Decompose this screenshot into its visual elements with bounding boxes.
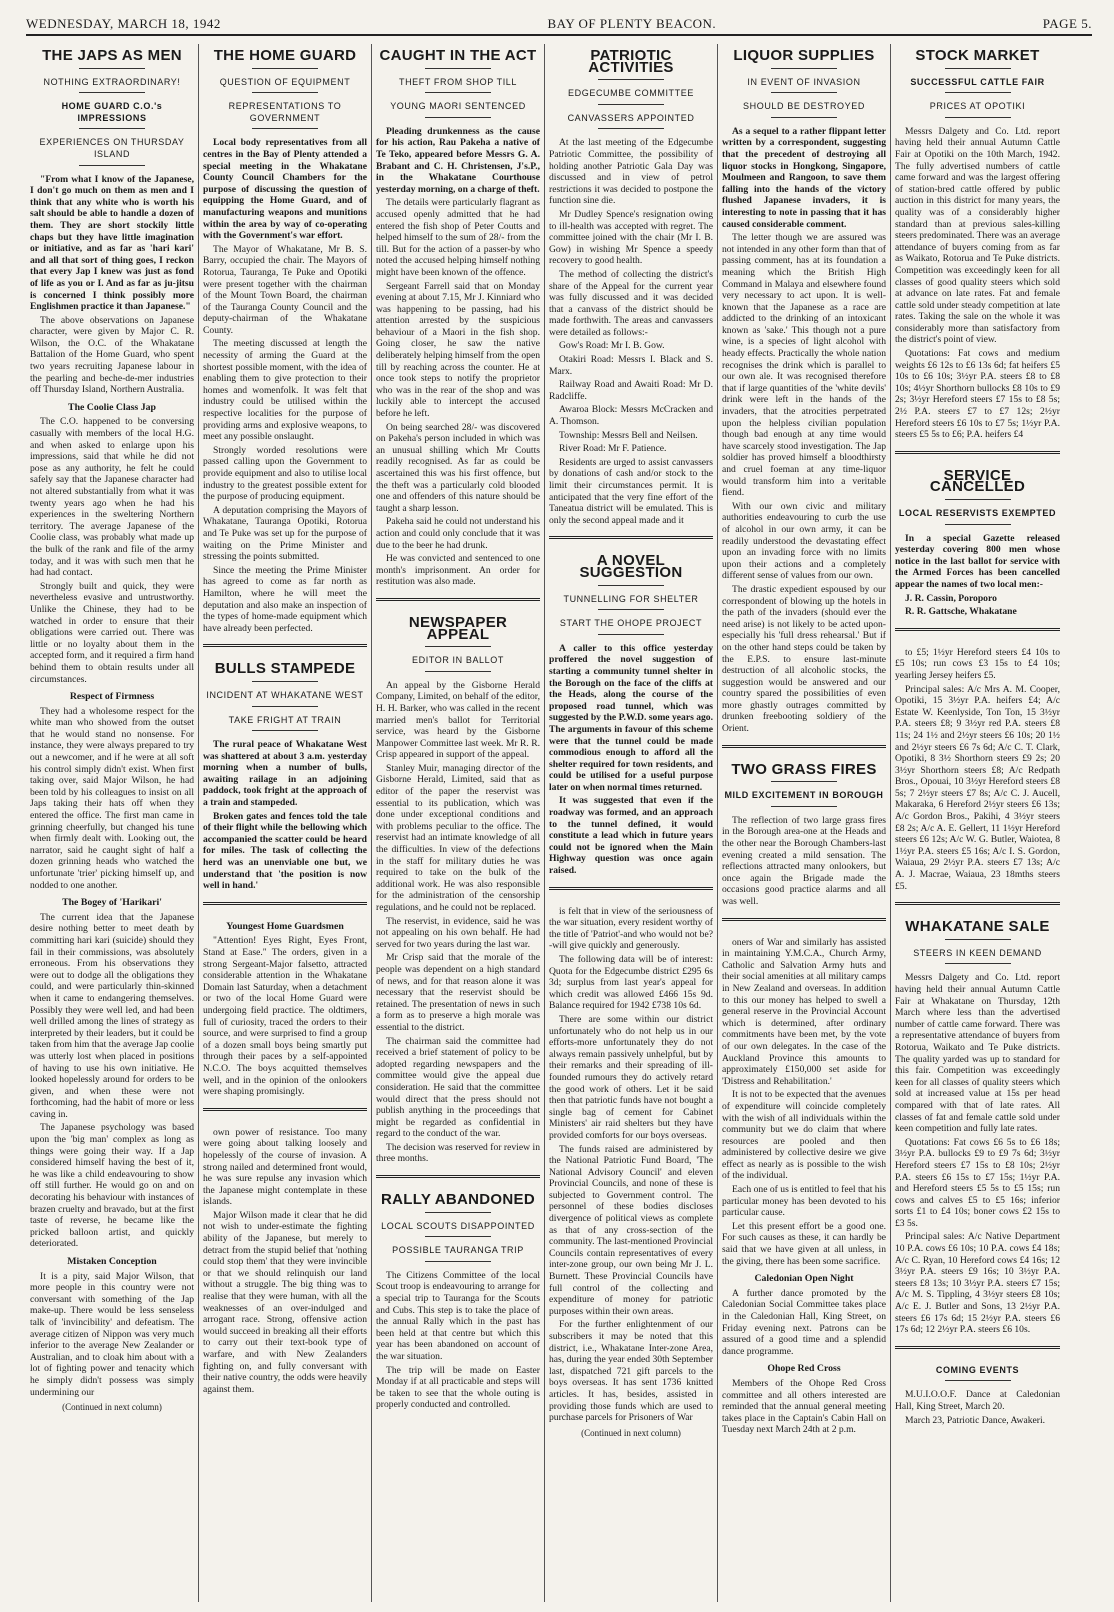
paragraph: The C.O. happened to be conversing casually with members of the local H.G. and when asked to enlarge upon his impressions, said that while he did not pose as any authority, he felt he could safely say that the Japanese character had not altered substantially from what it was twenty years ago when he had his experiences in the sweltering Northern territory. The average Japanese of the Coolie class, was probably what made up the bulk of the rank and file of the army today, and it was with such men that he had had contact. <box>30 416 194 579</box>
paragraph: The details were particularly flagrant as accused openly admitted that he had entered the fish shop of Peter Coutts and helped himself to the sum of 28/- from the till. But for the action of a passer-by who noted the accused helping himself nothing might have been known of the offence. <box>376 197 540 278</box>
lead-paragraph: Pleading drunkenness as the cause for his action, Rau Pakeha a native of Te Teko, appeared before Messrs G. A. Brabant and C. H. Christensen, J's.P., in the Whakatane Courthouse yesterday morning, on a charge of theft. <box>376 125 540 195</box>
divider <box>376 598 540 607</box>
subhead: SHOULD BE DESTROYED <box>743 101 865 112</box>
divider <box>895 902 1060 911</box>
paragraph: An appeal by the Gisborne Herald Company, Limited, on behalf of the editor, H. H. Barker, who was called in the recent married men's ballot for Territorial service, was heard by the Gisborne Manpower Committee last week. Mr R. R. Crisp appeared in support of the appeal. <box>376 679 540 761</box>
rule <box>945 939 1011 940</box>
subhead: TAKE FRIGHT AT TRAIN <box>228 714 342 725</box>
paragraph: The current idea that the Japanese desire nothing better to meet death by committing hari kari (suicide) should they fail in their commissions, was absolutely erroneous. From his observations they were out to dodge all the obligations they could, and were particularly thin-skinned when it came to endangering themselves. Possibly they were well led, and had been well drilled among the lines of strategy as interpreted by their leaders, but it could be taken from him that the average Jap coolie was utterly lost when placed in positions of having to use his own initiative. He looked hopelessly around for orders to be given, and when these were not forthcoming, had the habit of more or less caving in. <box>30 911 194 1120</box>
subhead: EDGECUMBE COMMITTEE <box>568 88 694 99</box>
subhead: LOCAL RESERVISTS EXEMPTED <box>898 508 1057 518</box>
headline-rally-abandoned: RALLY ABANDONED <box>381 1191 535 1209</box>
divider <box>376 1175 540 1184</box>
subhead: PRICES AT OPOTIKI <box>929 101 1026 112</box>
rule <box>598 128 664 129</box>
paragraph: Pakeha said he could not understand his action and could only conclude that it was due to the beer he had drunk. <box>376 516 540 551</box>
divider <box>203 644 367 653</box>
column-2 <box>199 44 372 1602</box>
reservist-name: R. R. Gattsche, Whakatane <box>905 606 1017 618</box>
rule <box>771 806 837 807</box>
divider <box>722 745 886 754</box>
paragraph: Quotations: Fat cows and medium weights £6 12s to £6 13s 6d; fat heifers £5 10s to £6 10s; 3½yr P.A. steers £8 to £8 10s; 4½yr Shorthorn bullocks £8 10s to £9 2s; 3½yr Hereford steers £7 15s to £8 5s; 2½ P.A. steers £7 to £7 12s; 2½yr Hereford steers £6 10s to £7 5s; 1½yr P.A. steers £5 5s to £6; P.A. heifers £4 <box>895 348 1060 441</box>
column-6 <box>891 44 1064 1602</box>
column-4 <box>545 44 718 1602</box>
subhead: HOME GUARD C.O.'s IMPRESSIONS <box>61 101 163 123</box>
rule <box>945 524 1011 525</box>
paragraph: Railway Road and Awaiti Road: Mr D. Radcliffe. <box>549 379 713 402</box>
paragraph: The chairman said the committee had received a brief statement of policy to be adopted regarding newspapers and the committee would give the appeal due consideration. He said that the committee would direct that the press should not publish anything in the proceedings that might be regarded as confidential in regard to the conduct of the war. <box>376 1035 540 1140</box>
headline-novel-suggestion: A NOVEL SUGGESTION <box>579 552 683 581</box>
subhead: REPRESENTATIONS TO GOVERNMENT <box>228 101 342 123</box>
headline-whakatane-sale: WHAKATANE SALE <box>905 918 1050 936</box>
headline-caught-in-act: CAUGHT IN THE ACT <box>379 47 537 64</box>
paragraph: Strongly worded resolutions were passed calling upon the Government to provide equipment and also to utilise local industry to the greatest possible extent for the purpose of producing equipment. <box>203 444 367 503</box>
subhead: SUCCESSFUL CATTLE FAIR <box>910 76 1045 87</box>
paragraph: The reflection of two large grass fires in the Borough area-one at the Heads and the other near the Borough Chambers-last evening created a mild sensation. The reflections attracted many onlookers, but once again the Brigade made the occasions good practice alarms and all was well. <box>722 814 886 907</box>
rule <box>425 1261 491 1262</box>
rule <box>252 92 318 93</box>
paragraph: Otakiri Road: Messrs I. Black and S. Marx. <box>549 354 713 377</box>
subhead: STEERS IN KEEN DEMAND <box>913 947 1042 958</box>
divider <box>722 918 886 927</box>
paragraph: The decision was reserved for review in three months. <box>376 1141 540 1165</box>
paragraph: Gow's Road: Mr I. B. Gow. <box>559 340 665 352</box>
divider <box>895 1346 1060 1355</box>
rule <box>252 706 318 707</box>
page-number: PAGE 5. <box>1042 16 1092 31</box>
subhead: POSSIBLE TAURANGA TRIP <box>392 1245 524 1256</box>
paragraph: The letter though we are assured was not intended in any other form than that of passing comment, has at its foundation a meaning which the British High Command in Malaya and elsewhere found very necessary to act upon. It is well-known that the Japanese as a race are addicted to the drinking of an intoxicant known as 'sake.' This though not a pure wine, is a species of light alcohol with heady effects. Practically the whole nation recognises the drink which is parallel to our own ale. It was recognised therefore that if large quantities of the 'white devils' drink were left in the hands of the invaders, that the atrocities perpetrated upon the helpless civilian population though bad enough at any time would have scarcely stood investigation. The Jap soldier has proved himself a bloodthirsty and cruel foeman at any time-liquor would transform him into a veritable fiend. <box>722 232 886 499</box>
divider <box>895 451 1060 460</box>
continued-note: (Continued in next column) <box>62 1402 162 1413</box>
section-heading: Respect of Firmness <box>69 691 155 703</box>
masthead <box>26 6 1092 36</box>
divider <box>895 628 1060 637</box>
paper-name: BAY OF PLENTY BEACON. <box>547 16 717 31</box>
paragraph: The following data will be of interest: Quota for the Edgecumbe district £295 6s 3d; surplus from last year's appeal for which credit was allowed £466 15s 9d. Balance required for 1942 £738 10s 6d. <box>549 954 713 1012</box>
rule <box>945 499 1011 500</box>
rule <box>598 634 664 635</box>
paragraph: Mr Dudley Spence's resignation owing to ill-health was accepted with regret. The committee joined with the chair (Mr I. B. Gow) in wishing Mr Spence a speedy recovery to good health. <box>549 208 713 267</box>
paragraph: Township: Messrs Bell and Neilsen. <box>559 429 698 441</box>
paragraph: A further dance promoted by the Caledonian Social Committee takes place in the Caledonian Hall, King Street, on Friday evening next. Patrons can be assured of a good time and a splendid dance programme. <box>722 1287 886 1357</box>
issue-date: WEDNESDAY, MARCH 18, 1942 <box>26 16 221 31</box>
paragraph: It is not to be expected that the avenues of expenditure will coincide completely with the wish of all individuals within the community but we do claim that where resources are pooled and then administered by collective desire we give effect as nearly as is possible to the wish of the individual. <box>722 1089 886 1182</box>
columns <box>26 44 1092 1602</box>
paragraph: The meeting discussed at length the necessity of arming the Guard at the shortest possible moment, with the idea of enabling them to give protection to their homes and womenfolk. It was felt that industry could be utilised within the respective localities for the purpose of providing arms and explosive weapons, to meet any possible onslaught. <box>203 338 367 443</box>
paragraph: The trip will be made on Easter Monday if at all practicable and steps will be taken to see that the whole outing is properly conducted and controlled. <box>376 1364 540 1411</box>
paragraph: At the last meeting of the Edgecumbe Patriotic Committee, the possibility of holding another Patriotic Gala Day was discussed and in view of petrol restrictions it was decided to postpone the function sine die. <box>549 137 713 207</box>
rule <box>598 609 664 610</box>
rule <box>425 646 491 647</box>
paragraph: Principal sales: A/c Native Department 10 P.A. cows £6 10s; 10 P.A. cows £4 18s; A/c C. Ryan, 10 Hereford cows £4 16s; 12 3½yr P.A. steers £9 16s; 10 3½yr P.A. steers £8 13s; 10 3½yr P.A. steers £7 15s; A/c M. S. Tippling, 4 3½yr steers £8 10s; A/c E. J. Butler and Sons, 13 2½yr P.A. steers £6 17s 6d; 15 2½yr P.A. steers £6 17s 6d; 12 2½yr P.A. steers £6 10s. <box>895 1231 1060 1336</box>
subhead: INCIDENT AT WHAKATANE WEST <box>206 689 364 700</box>
subhead: MILD EXCITEMENT IN BOROUGH <box>724 790 884 801</box>
paragraph: The reservist, in evidence, said he was not appealing on his own behalf. He had served for two years during the last war. <box>376 915 540 950</box>
paragraph: They had a wholesome respect for the white man who showed from the outset that he would stand no nonsense. For instance, they were always prepared to try out a newcomer, and if he were at all soft his control simply didn't exist. When first taking over, said Major Wilson, he had been told by his colleagues to insist on all Japs taking their hats off when they entered the office. The first man came in grinning cheerfully, but changed his tune when firmly dealt with. Looking out, the narrator, said he caught sight of half a dozen grinning heads who watched the unfortunate 'trier' picking himself up, and nodded to one another. <box>30 705 194 891</box>
paragraph: The Japanese psychology was based upon the 'big man' complex as long as things were going their way. If a Jap considered himself having the best of it, he was like a child endeavouring to show off still further. He would go on and on decorating his behaviour with instances of brazen cruelty and bravado, but at the first taste of reverse, he became like the pricked balloon artist, and quickly deteriorated. <box>30 1122 194 1250</box>
lead-paragraph: "From what I know of the Japanese, I don't go much on them as men and I think that any white who is worth his salt should be able to handle a dozen of them. They are short stockily little chaps but they have little imagination or initiative, and as far as 'hari kari' and all that sort of thing goes, I reckon that every Jap I knew was just as fond of life as you or I. And as far as ju-jitsu is concerned I think possibly more Englishmen practice it than Japanese." <box>30 173 194 313</box>
rule <box>945 92 1011 93</box>
subhead: CANVASSERS APPOINTED <box>567 112 695 123</box>
paragraph: Mr Crisp said that the morale of the people was dependent on a high standard of news, and for that reason alone it was necessary that the reservist should be retained. The presentation of news in such a form as to preserve a high morale was essential to the district. <box>376 952 540 1033</box>
column-3 <box>372 44 545 1602</box>
headline-liquor-supplies: LIQUOR SUPPLIES <box>733 47 875 64</box>
subhead: START THE OHOPE PROJECT <box>559 618 703 629</box>
rule <box>252 681 318 682</box>
paragraph: River Road: Mr F. Patience. <box>559 443 667 455</box>
rule <box>771 92 837 93</box>
rule <box>598 585 664 586</box>
paragraph: There are some within our district unfortunately who do not help us in our efforts-more unfortunately they do not always remain passively unhelpful, but by their remarks and their spreading of ill-founded rumours they do actively retard the good work of others. Let it be said then that patriotic funds have not bought a single bag of cement for Cabinet Ministers' air raid shelters but they have provided comforts for our boys overseas. <box>549 1013 713 1141</box>
lead-paragraph: Broken gates and fences told the tale of their flight while the bellowing which accompanied the scatter could be heard for miles. The task of collecting the herd was an unenviable one but, we understand that 'the position is now well in hand.' <box>203 810 367 892</box>
paragraph: Strongly built and quick, they were nevertheless evasive and untrustworthy. Unlike the Chinese, they had to be watched in order to ensure that their obligations were carried out. There was little or no loyalty about them in the accepted form, and it required a firm hand behind them to obtain results under all circumstances. <box>30 580 194 685</box>
rule <box>425 1212 491 1213</box>
section-heading: Youngest Home Guardsmen <box>226 920 344 932</box>
paragraph: The Citizens Committee of the local Scout troop is endeavouring to arrange for a special trip to Tauranga for the Scouts and Cubs. This step is to take the place of the annual Rally which in the past has been held at that centre but which this year has been abandoned on account of the war situation. <box>376 1269 540 1362</box>
paragraph: Awaroa Block: Messrs McCracken and A. Thomson. <box>549 404 713 428</box>
headline-stock-market: STOCK MARKET <box>915 47 1040 64</box>
event-item: M.U.I.O.O.F. Dance at Caledonian Hall, King Street, March 20. <box>895 1389 1060 1412</box>
lead-paragraph: As a sequel to a rather flippant letter written by a correspondent, suggesting that the precedent of destroying all liquor stocks in Hongkong, Singapore, Moulmeen and Rangoon, to save them falling into the hands of the victory flushed Japanese invaders, it is interesting to note in passing that it has caused considerable comment. <box>722 125 886 230</box>
rule <box>945 117 1011 118</box>
headline-two-grass-fires: TWO GRASS FIRES <box>731 760 877 778</box>
paragraph: Since the meeting the Prime Minister has agreed to come as far north as Hamilton, where he will meet the deputation and also make an inspection of the types of home-made equipment which have already been perfected. <box>203 564 367 634</box>
divider <box>549 887 713 896</box>
subhead: IN EVENT OF INVASION <box>747 76 861 87</box>
paragraph: Messrs Dalgety and Co. Ltd. report having held their annual Autumn Cattle Fair at Opotiki on the 10th March, 1942. The fully advertised numbers of cattle came forward and was the largest offering of station-bred cattle offered by public auction in this district for many years, the quality was of a considerably higher standard than at previous sales-killing steers predominated. There was an average attendance of buyers coming from as far as Waikato, Rotorua and Te Puke districts. Competition was exceedingly keen for all classes of good quality steers which sold at advance on late rates. Fat and female cattle sold under steady competition at late rates. Taking the sale on the whole it was considerably more than satisfactory from the district's point of view. <box>895 125 1060 346</box>
paragraph: The above observations on Japanese character, were given by Major C. R. Wilson, the O.C. of the Whakatane Battalion of the Home Guard, who spent two years recruiting Japanese labour in the pearling and beche-de-mer industries off Thursday Island, Northern Australia. <box>30 314 194 396</box>
rule <box>252 68 318 69</box>
rule <box>79 68 145 69</box>
rule <box>252 128 318 129</box>
lead-paragraph: In a special Gazette released yesterday covering 800 men whose notice in the last ballot for service with the Armed Forces has been cancelled appear the names of two local men:- <box>895 532 1060 590</box>
rule <box>79 165 145 166</box>
paragraph: oners of War and similarly has assisted in maintaining Y.M.C.A., Church Army, Catholic and Salvation Army huts and their social amenities at all military camps in New Zealand and overseas. In addition to this our money has helped to swell a general reserve in the Provincial Account which is determined, after ordinary commitments have been met, by the vote of our own delegates. In the case of the Auckland Province this amounts to approximately £150,000 set aside for 'Distress and Rehabilitation.' <box>722 936 886 1087</box>
headline-bulls-stampede: BULLS STAMPEDE <box>214 660 356 678</box>
paragraph: On being searched 28/- was discovered on Pakeha's person included in which was an unusual shilling which Mr Coutts readily recognised. As far as could be ascertained this was his first offence, but the theft was a particularly cold blooded one and offenders of this nature should be taught a sharp lesson. <box>376 421 540 514</box>
section-heading: Caledonian Open Night <box>754 1273 854 1285</box>
headline-newspaper-appeal: NEWSPAPER APPEAL <box>408 613 508 643</box>
paragraph: Stanley Muir, managing director of the Gisborne Herald, Limited, said that as editor of the paper the reservist was essential to its publication, which was done under exceptional conditions and with problems peculiar to the office. The reservist had an intimate knowledge of all the difficulties. In view of the defections in the staff for military duties he was required to take on the bulk of the additional work. He was also responsible for the administration of the censorship regulations, and he could not be replaced. <box>376 762 540 913</box>
rule <box>945 1380 1011 1381</box>
paragraph: Let this present effort be a good one. For such causes as these, it can hardly be said that we have given at all unless, in the giving, there has been some sacrifice. <box>722 1220 886 1267</box>
section-heading: The Bogey of 'Harikari' <box>62 897 162 909</box>
rule <box>425 68 491 69</box>
paragraph: The Mayor of Whakatane, Mr B. S. Barry, occupied the chair. The Mayors of Rotorua, Tauranga, Te Puke and Opotiki were present together with the chairman of the Mount Town Board, the chairman of the Tauranga County Council and the deputy-chairman of the Whakatane County. <box>203 243 367 336</box>
paragraph: Messrs Dalgety and Co. Ltd. report having held their annual Autumn Cattle Fair at Whakatane on Thursday, 12th March where less than the advertised number of cattle came forward. There was a representative attendance of buyers from Rotorua, Waikato and Te Puke districts. The quality yarded was up to standard for this fair. Competition was exceedingly keen for all classes of quality steers which sold at increased value at 15s per head compared with that of late rates. All classes of fat and female cattle sold under keen competition and fully late rates. <box>895 972 1060 1135</box>
subhead: THEFT FROM SHOP TILL <box>398 76 518 87</box>
rule <box>425 92 491 93</box>
section-heading: The Coolie Class Jap <box>68 401 156 413</box>
paragraph: For the further enlightenment of our subscribers it may be noted that this district, i.e., Whakatane Inter-zone Area, has, during the year ended 30th September last, dispatched 721 gift parcels to the boys overseas. It has sent 1736 knitted articles. It has, besides, assisted in providing those funds which are used to purchase parcels for Prisoners of War <box>549 1319 713 1424</box>
rule <box>252 730 318 731</box>
rule <box>79 128 145 129</box>
divider <box>549 536 713 545</box>
coming-events-heading: COMING EVENTS <box>935 1364 1020 1375</box>
subhead: LOCAL SCOUTS DISAPPOINTED <box>381 1220 535 1231</box>
headline-patriotic-activities: PATRIOTIC ACTIVITIES <box>588 47 674 76</box>
paragraph: Sergeant Farrell said that on Monday evening at about 7.15, Mr J. Kinniard who was happening to be passing, had his attention arrested by the suspicious behaviour of a Maori in the fish shop. Going closer, he saw the native deliberately helping himself from the open till by reaching across the counter. He at once took steps to notify the proprietor who was in the rear of the shop and was luckily able to intercept the accused before he left. <box>376 280 540 420</box>
rule <box>945 68 1011 69</box>
subhead: EXPERIENCES ON THURSDAY ISLAND <box>39 137 185 159</box>
subhead: EDITOR IN BALLOT <box>412 655 504 666</box>
divider <box>203 1108 367 1117</box>
rule <box>771 781 837 782</box>
subhead: TUNNELLING FOR SHELTER <box>563 593 699 604</box>
paragraph: own power of resistance. Too many were going about talking loosely and hopelessly of the course of invasion. A strong nailed and determined front would, he was sure repulse any invasion which the Japanese might contemplate in these islands. <box>203 1126 367 1208</box>
paragraph: Each one of us is entitled to feel that his particular money has been devoted to his particular cause. <box>722 1184 886 1219</box>
rule <box>79 92 145 93</box>
column-5 <box>718 44 891 1602</box>
paragraph: The method of collecting the district's share of the Appeal for the current year was fully discussed and it was decided that a canvass of the district should be made forthwith. The areas and canvassers were detailed as follows:- <box>549 268 713 338</box>
subhead: QUESTION OF EQUIPMENT <box>219 76 351 87</box>
paragraph: It is a pity, said Major Wilson, that more people in this country were not conversant with something of the Jap make-up. There would be less senseless talk of 'invincibility' and defeatism. The average citizen of Nippon was very much inferior to the average New Zealander or Australian, and to cloak him about with a lot of fighting power and tenacity which he simply didn't possess was simply undermining our <box>30 1270 194 1398</box>
rule <box>598 79 664 80</box>
headline-service-cancelled: SERVICE CANCELLED <box>929 466 1026 496</box>
headline-japs-as-men: THE JAPS AS MEN <box>42 47 182 64</box>
paragraph: "Attention! Eyes Right, Eyes Front, Stand at Ease." The orders, given in a strong Sergeant-Major falsetto, attracted considerable attention in the Whakatane Domain last Saturday, when a detachment or two of the local Home Guard were undergoing field practice. The oldtimers, full of curiosity, traced the orders to their source, and were surprised to find a group of a dozen small boys being smartly put through their paces by a self-appointed N.C.O. The boys acquitted themselves well, and in the opinion of the onlookers were shaping promisingly. <box>203 935 367 1098</box>
paragraph: to £5; 1½yr Hereford steers £4 10s to £5 10s; run cows £3 15s to £4 10s; yearling Jersey heifers £5. <box>895 646 1060 681</box>
divider <box>203 902 367 911</box>
paragraph: is felt that in view of the seriousness of the war situation, every resident worthy of the title of 'Patriot'-and who would not be?-will give quickly and generously. <box>549 905 713 952</box>
rule <box>771 68 837 69</box>
rule <box>945 963 1011 964</box>
lead-paragraph: The rural peace of Whakatane West was shattered at about 3 a.m. yesterday morning when a number of bulls, awaiting railage in an adjoining paddock, took fright at the approach of a train and stampeded. <box>203 739 367 809</box>
lead-paragraph: A caller to this office yesterday proffered the novel suggestion of starting a community tunnel shelter in the Borough on the face of the cliffs at the Heads, along the course of the proposed road tunnel, which was suggested by the P.W.D. some years ago. The arguments in favour of this scheme were that the tunnel could be made commodious enough to afford all the shelter required for town residents, and could be utilised for a useful purpose later on when normal times returned. <box>549 642 713 793</box>
headline-home-guard: THE HOME GUARD <box>213 47 357 64</box>
paragraph: Members of the Ohope Red Cross committee and all others interested are reminded that the annual general meeting takes place in the Captain's Cabin Hall on Tuesday next March 24th at 2 p.m. <box>722 1377 886 1436</box>
paragraph: Quotations: Fat cows £6 5s to £6 18s; 3½yr P.A. bullocks £9 to £9 7s 6d; 3½yr Hereford steers £7 15s to £8 10s; 2½yr P.A. steers £6 15s to £7 15s; 1½yr P.A. and Hereford steers £5 5s to £5 15s; run cows and calves £5 to £5 16s; inferior sorts £1 to £4 10s; boner cows £2 15s to £3 5s. <box>895 1136 1060 1229</box>
rule <box>425 671 491 672</box>
lead-paragraph: It was suggested that even if the roadway was formed, and an approach to the tunnel defined, it would constitute a lead which in future years could not be ignored when the Main Highway question was once again raised. <box>549 795 713 877</box>
rule <box>771 117 837 118</box>
paragraph: A deputation comprising the Mayors of Whakatane, Tauranga Opotiki, Rotorua and Te Puke was set up for the purpose of waiting on the Prime Minister and stressing the points submitted. <box>203 504 367 563</box>
paragraph: The drastic expedient espoused by our correspondent of blowing up the hotels in the path of the invaders (should ever the need arise) is not likely to be acted upon-especially his 'full dress rehearsal.' But if on the other hand steps could be taken by the E.P.S. to ensure last-minute destruction of all alcoholic stocks, the suggestion would be answered and our country spared the possibilities of even more ghastly outrages committed by drunken freebooting soldiery of the Orient. <box>722 583 886 735</box>
lead-paragraph: Local body representatives from all centres in the Bay of Plenty attended a special meeting in the Whakatane County Council Chambers for the purpose of discussing the question of equipping the Home Guard, and of manufacturing weapons and munitions within the area by way of co-operating with the Government's war effort. <box>203 137 367 242</box>
section-heading: Mistaken Conception <box>67 1256 157 1267</box>
paragraph: The funds raised are administered by the National Patriotic Fund Board, 'The National Advisory Council' and eleven Provincial Councils, and none of these is subjected to Government control. The personnel of these bodies discloses divergence of political views as complete as that of any cross-section of the community. The last-mentioned Provincial Councils contain representatives of every inter-zone group, our own being Mr J. L. Burnett. These Provincial Councils have full control of the collecting and expenditure of money for patriotic purposes within their own areas. <box>549 1143 713 1317</box>
rule <box>598 104 664 105</box>
reservist-name: J. R. Cassin, Poroporo <box>905 592 997 604</box>
column-1 <box>26 44 199 1602</box>
paragraph: Residents are urged to assist canvassers by donations of cash and/or stock to the limit their circumstances permit. It is anticipated that the very fine effort of the Taneatua district will be emulated. This is only the second appeal made and it <box>549 456 713 526</box>
paragraph: With our own civic and military authorities endeavouring to curb the use of alcohol in our own army, it can be readily understood the devastating effect upon an invading force with no limits upon their actions and a completely different sense of values from our own. <box>722 500 886 582</box>
paragraph: He was convicted and sentenced to one month's imprisonment. An order for restitution was also made. <box>376 553 540 588</box>
paragraph: Principal sales: A/c Mrs A. M. Cooper, Opotiki, 15 3½yr P.A. heifers £4; A/c Estate W. Keenlyside, Ton Ton, 15 3½yr P.A. steers £8; 9 3½yr red P.A. steers £8 11s; 24 1½ and 2½yr steers £6 10s; 20 1½ and 2½yr steers £6 7s 6d; A/c C. T. Clark, Opotiki, 8 3½ Shorthorn steers £9 2s; 20 3½yr Shorthorn steers £8; A/c Redpath Bros., Opouai, 10 3½yr Hereford steers £8 5s; 7 2½yr steers £7 8s; A/c C. J. Aucell, Makaraka, 6 Hereford 2½yr steers £6 13s; A/c Gordon Bros., Pakihi, 4 3½yr steers £8 2s; A/c A. E. Gellert, 11 1½yr Hereford steers £6 12s; A/c W. G. Butler, Waiotea, 8 1½yr P.A. steers £5 16s; A/c I. S. Gordon, Waiaua, 29 2½yr P.A. steers £7 13s; A/c A. J. Macrae, Waiaua, 23 18mths steers £5. <box>895 683 1060 892</box>
continued-note: (Continued in next column) <box>581 1427 681 1438</box>
event-item: March 23, Patriotic Dance, Awakeri. <box>905 1414 1046 1426</box>
rule <box>425 117 491 118</box>
rule <box>425 1236 491 1237</box>
subhead: YOUNG MAORI SENTENCED <box>390 101 526 112</box>
paragraph: Major Wilson made it clear that he did not wish to under-estimate the fighting ability of the Japanese, but merely to detract from the stupid belief that 'nothing could stop them' that they were invincible or that we should relinquish our land without a struggle. The big thing was to realise that they were human, with all the weaknesses of an over-indulged and arrogant race. Strong, offensive action would succeed in breaking all their efforts to carry out their text-book type of warfare, and with New Zealanders fighting on, and fully conversant with their native country, the odds were heavily against them. <box>203 1209 367 1395</box>
subhead: NOTHING EXTRAORDINARY! <box>43 76 181 87</box>
section-heading: Ohope Red Cross <box>767 1363 841 1375</box>
